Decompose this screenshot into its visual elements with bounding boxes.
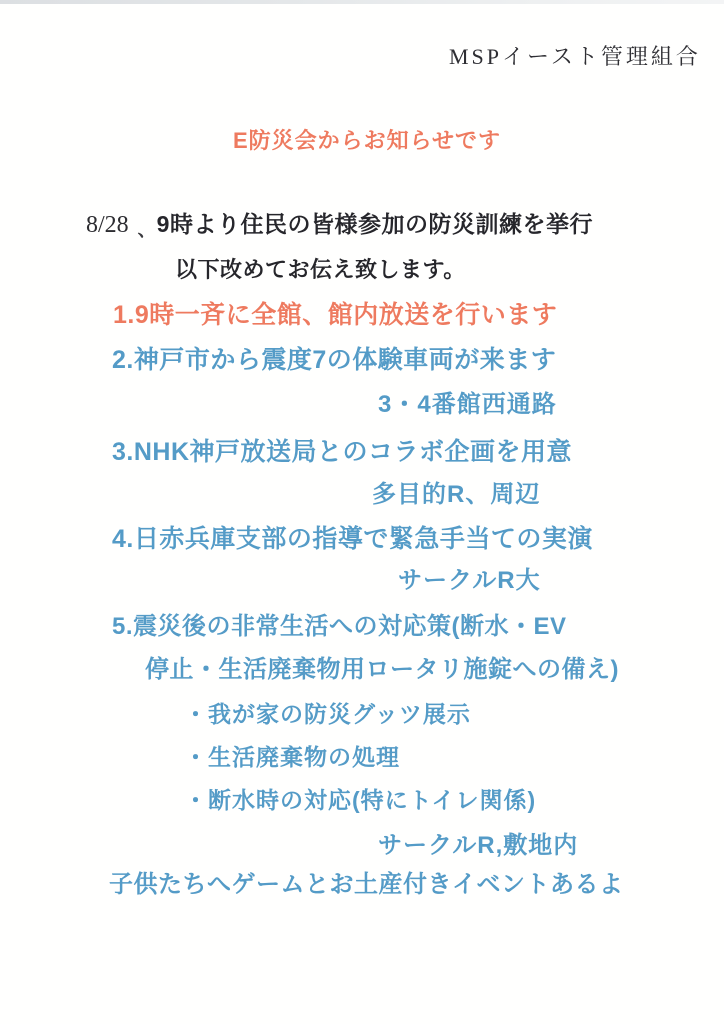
list-item-3: 3.NHK神戸放送局とのコラボ企画を用意 [112, 438, 573, 466]
scan-edge-artifact [0, 0, 724, 4]
list-item-3-location: 多目的R、周辺 [372, 481, 541, 508]
event-schedule-line [86, 211, 593, 241]
list-item-2: 2.神戸市から震度7の体験車両が来ます [112, 346, 557, 374]
notice-title: E防災会からお知らせです [233, 128, 502, 153]
event-headline: 9時より住民の皆様参加の防災訓練を挙行 [156, 211, 593, 237]
event-date: 8/28 [86, 212, 129, 238]
list-item-5-line-1: 5.震災後の非常生活への対応策(断水・EV [112, 613, 567, 640]
list-item-1: 1.9時一斉に全館、館内放送を行います [113, 301, 558, 329]
organization-name: MSPイースト管理組合 [449, 44, 701, 69]
date-separator-mark: 、 [137, 220, 156, 240]
list-item-2-location: 3・4番館西通路 [378, 391, 557, 418]
list-item-4-location: サークルR大 [398, 567, 541, 594]
event-subline: 以下改めてお伝え致します。 [175, 257, 466, 282]
list-item-5-bullet-water: ・断水時の対応(特にトイレ関係) [184, 787, 537, 813]
list-item-4: 4.日赤兵庫支部の指導で緊急手当ての実演 [112, 525, 593, 553]
footer-message: 子供たちへゲームとお土産付きイベントあるよ [109, 871, 624, 898]
list-item-5-location: サークルR,敷地内 [378, 832, 579, 859]
list-item-5-line-2: 停止・生活廃棄物用ロータリ施錠への備え) [145, 656, 619, 683]
list-item-5-bullet-waste: ・生活廃棄物の処理 [184, 744, 400, 770]
list-item-5-bullet-goods: ・我が家の防災グッツ展示 [184, 701, 471, 727]
